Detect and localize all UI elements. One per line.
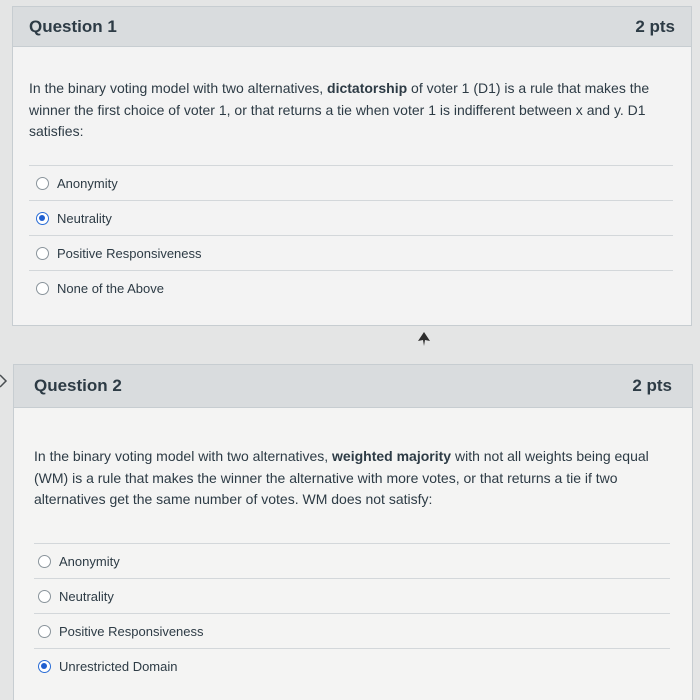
radio-button[interactable] [38,590,51,603]
answer-label: Neutrality [57,210,112,226]
mouse-cursor-icon [418,332,430,346]
question-2-card [13,364,693,700]
answer-option[interactable] [34,648,670,683]
question-1-header [13,7,691,47]
chevron-right-icon [0,374,8,388]
answer-option[interactable] [29,165,673,200]
radio-button[interactable] [36,282,49,295]
question-1-points: 2 pts [635,16,675,36]
answer-label: None of the Above [57,280,164,296]
answer-label: Positive Responsiveness [57,245,202,261]
answer-label: Positive Responsiveness [59,623,204,639]
answer-label: Unrestricted Domain [59,658,178,674]
answer-option[interactable] [29,200,673,235]
answer-option[interactable] [34,613,670,648]
answer-option[interactable] [34,578,670,613]
radio-button[interactable] [38,555,51,568]
question-1-text: In the binary voting model with two alternatives, dictatorship of voter 1 (D1) is a rule that makes the winner the first choice of voter 1, or that returns a tie when voter 1 is indifferent between x and y. D1 satisfies: [29,80,650,139]
radio-button[interactable] [38,625,51,638]
question-2-keyword: weighted majority [332,448,452,464]
question-1-card [12,6,692,326]
question-2-title: Question 2 [34,376,122,395]
question-1-title: Question 1 [29,16,117,36]
answer-option[interactable] [34,543,670,578]
question-2-points: 2 pts [632,376,672,395]
question-1-answers [29,165,673,305]
radio-button[interactable] [36,177,49,190]
radio-button[interactable] [36,247,49,260]
answer-label: Neutrality [59,588,114,604]
question-2-header [14,365,692,408]
radio-button-selected[interactable] [38,660,51,673]
radio-button-selected[interactable] [36,212,49,225]
answer-option[interactable] [29,235,673,270]
question-1-keyword: dictatorship [327,80,408,96]
question-2-answers [34,543,670,683]
answer-option[interactable] [29,270,673,305]
question-2-text: In the binary voting model with two alternatives, weighted majority with not all weights being equal (WM) is a rule that makes the winner the alternative with more votes, or that returns a tie if two alternatives get the same number of votes. WM does not satisfy: [34,448,649,507]
answer-label: Anonymity [57,175,118,191]
answer-label: Anonymity [59,553,120,569]
